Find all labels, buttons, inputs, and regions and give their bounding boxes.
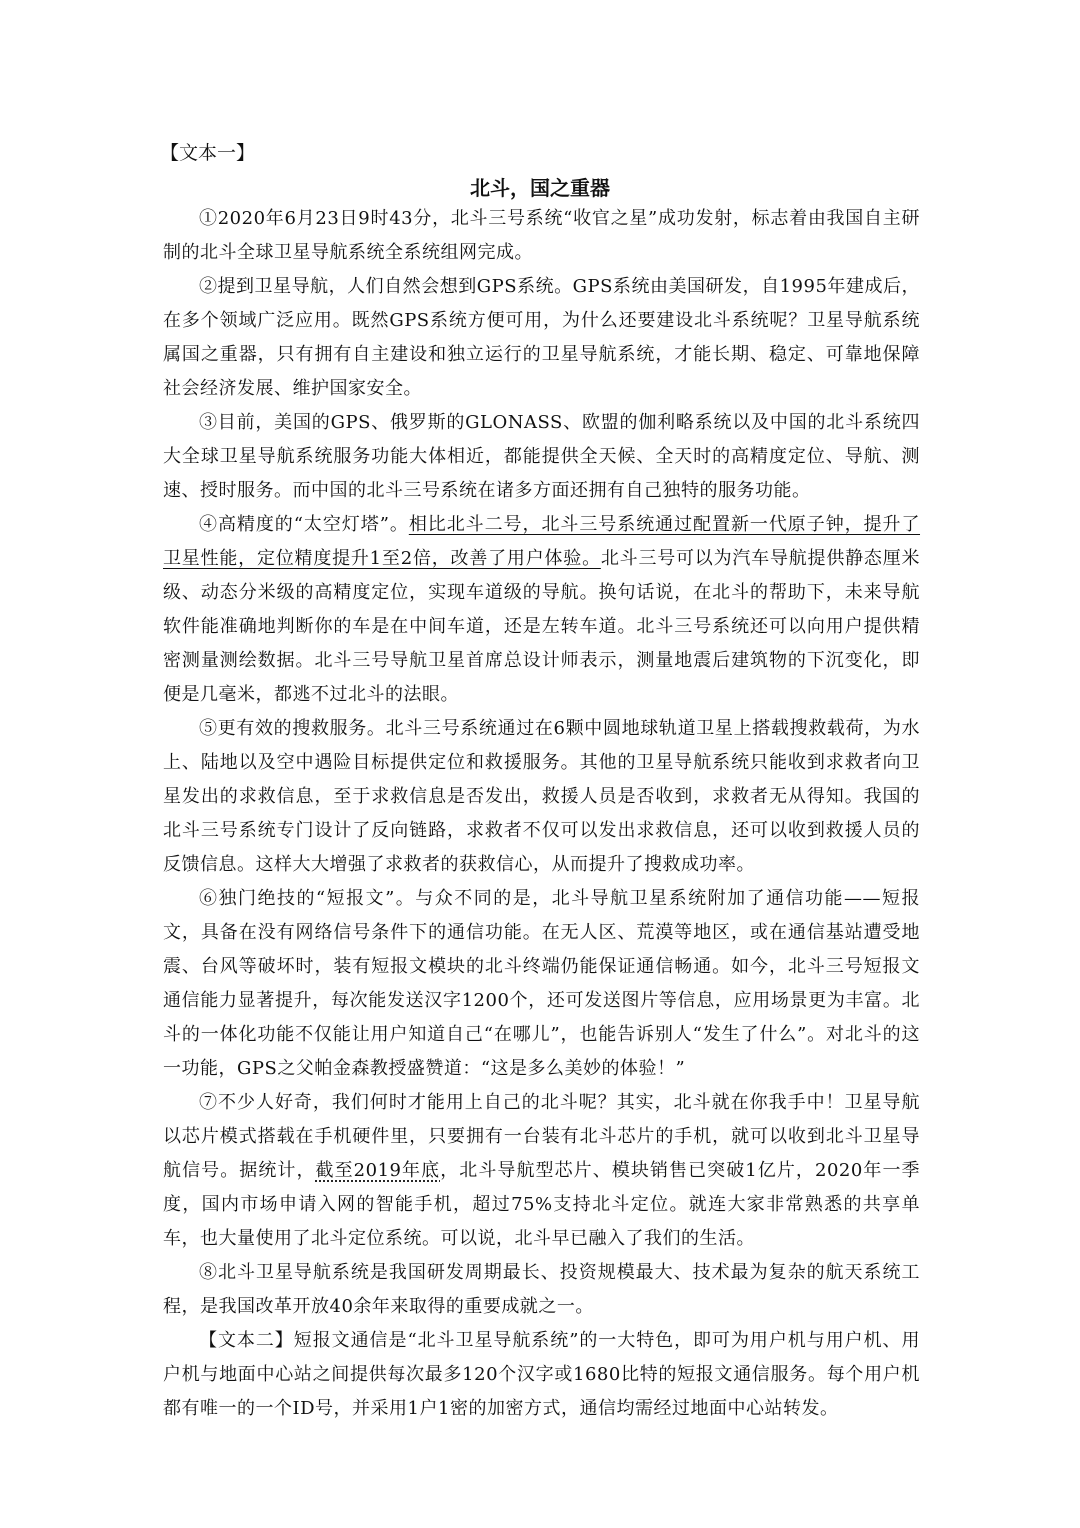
paragraph-2: ②提到卫星导航，人们自然会想到GPS系统。GPS系统由美国研发，自1995年建成后，在多个领域广泛应用。既然GPS系统方便可用，为什么还要建设北斗系统呢？卫星导航系统属国之重器，只有拥有自主建设和独立运行的卫星导航系统，才能长期、稳定、可靠地保障社会经济发展、维护国家安全。 [163,276,920,399]
paragraph-7-rest: ，北斗导航型芯片、模块销售已突破1亿片，2020年一季度，国内市场申请入网的智能手机，超过75%支持北斗定位。就连大家非常熟悉的共享单车，也大量使用了北斗定位系统。可以说，北斗早已融入了我们的生活。 [163,1160,921,1249]
paragraph-3: ③目前，美国的GPS、俄罗斯的GLONASS、欧盟的伽利略系统以及中国的北斗系统四大全球卫星导航系统服务功能大体相近，都能提供全天候、全天时的高精度定位、导航、测速、授时服务。而中国的北斗三号系统在诸多方面还拥有自己独特的服务功能。 [163,412,920,501]
paragraph-4 [163,508,920,712]
paragraph-7 [163,1086,920,1256]
article-body [163,202,920,1426]
underlined-sentence: 相比北斗二号，北斗三号系统通过配置新一代原子钟，提升了卫星性能，定位精度提升1至2倍，改善了用户体验。 [163,514,921,569]
paragraph-7-lead: ⑦不少人好奇，我们何时才能用上自己的北斗呢？其实，北斗就在你我手中！卫星导航以芯片模式搭载在手机硬件里，只要拥有一台装有北斗芯片的手机，就可以收到北斗卫星导航信号。据统计， [163,1092,920,1181]
paragraph-5: ⑤更有效的搜救服务。北斗三号系统通过在6颗中圆地球轨道卫星上搭载搜救载荷，为水上、陆地以及空中遇险目标提供定位和救援服务。其他的卫星导航系统只能收到求救者向卫星发出的求救信息，至于求救信息是否发出，救援人员是否收到，求救者无从得知。我国的北斗三号系统专门设计了反向链路，求救者不仅可以发出求救信息，还可以收到救援人员的反馈信息。这样大大增强了求救者的获救信心，从而提升了搜救成功率。 [163,718,920,875]
article-title: 北斗，国之重器 [470,176,610,200]
paragraph-4-lead: ④高精度的“太空灯塔”。 [199,514,409,535]
paragraph-4-rest: 北斗三号可以为汽车导航提供静态厘米级、动态分米级的高精度定位，实现车道级的导航。换句话说，在北斗的帮助下，未来导航软件能准确地判断你的车是在中间车道，还是左转车道。北斗三号系统还可以向用户提供精密测量测绘数据。北斗三号导航卫星首席总设计师表示，测量地震后建筑物的下沉变化，即便是几毫米，都逃不过北斗的法眼。 [163,548,920,705]
paragraph-1: ①2020年6月23日9时43分，北斗三号系统“收官之星”成功发射，标志着由我国自主研制的北斗全球卫星导航系统全系统组网完成。 [163,208,920,263]
paragraph-text-two: 【文本二】短报文通信是“北斗卫星导航系统”的一大特色，即可为用户机与用户机、用户机与地面中心站之间提供每次最多120个汉字或1680比特的短报文通信服务。每个用户机都有唯一的一个ID号，并采用1户1密的加密方式，通信均需经过地面中心站转发。 [163,1330,920,1419]
paragraph-6: ⑥独门绝技的“短报文”。与众不同的是，北斗导航卫星系统附加了通信功能——短报文，具备在没有网络信号条件下的通信功能。在无人区、荒漠等地区，或在通信基站遭受地震、台风等破坏时，装有短报文模块的北斗终端仍能保证通信畅通。如今，北斗三号短报文通信能力显著提升，每次能发送汉字1200个，还可发送图片等信息，应用场景更为丰富。北斗的一体化功能不仅能让用户知道自己“在哪儿”，也能告诉别人“发生了什么”。对北斗的这一功能，GPS之父帕金森教授盛赞道：“这是多么美妙的体验！” [163,888,920,1079]
paragraph-8: ⑧北斗卫星导航系统是我国研发周期最长、投资规模最大、技术最为复杂的航天系统工程，是我国改革开放40余年来取得的重要成就之一。 [163,1262,920,1317]
dotted-phrase: 截至2019年底 [315,1160,441,1181]
section-label: 【文本一】 [160,142,256,164]
